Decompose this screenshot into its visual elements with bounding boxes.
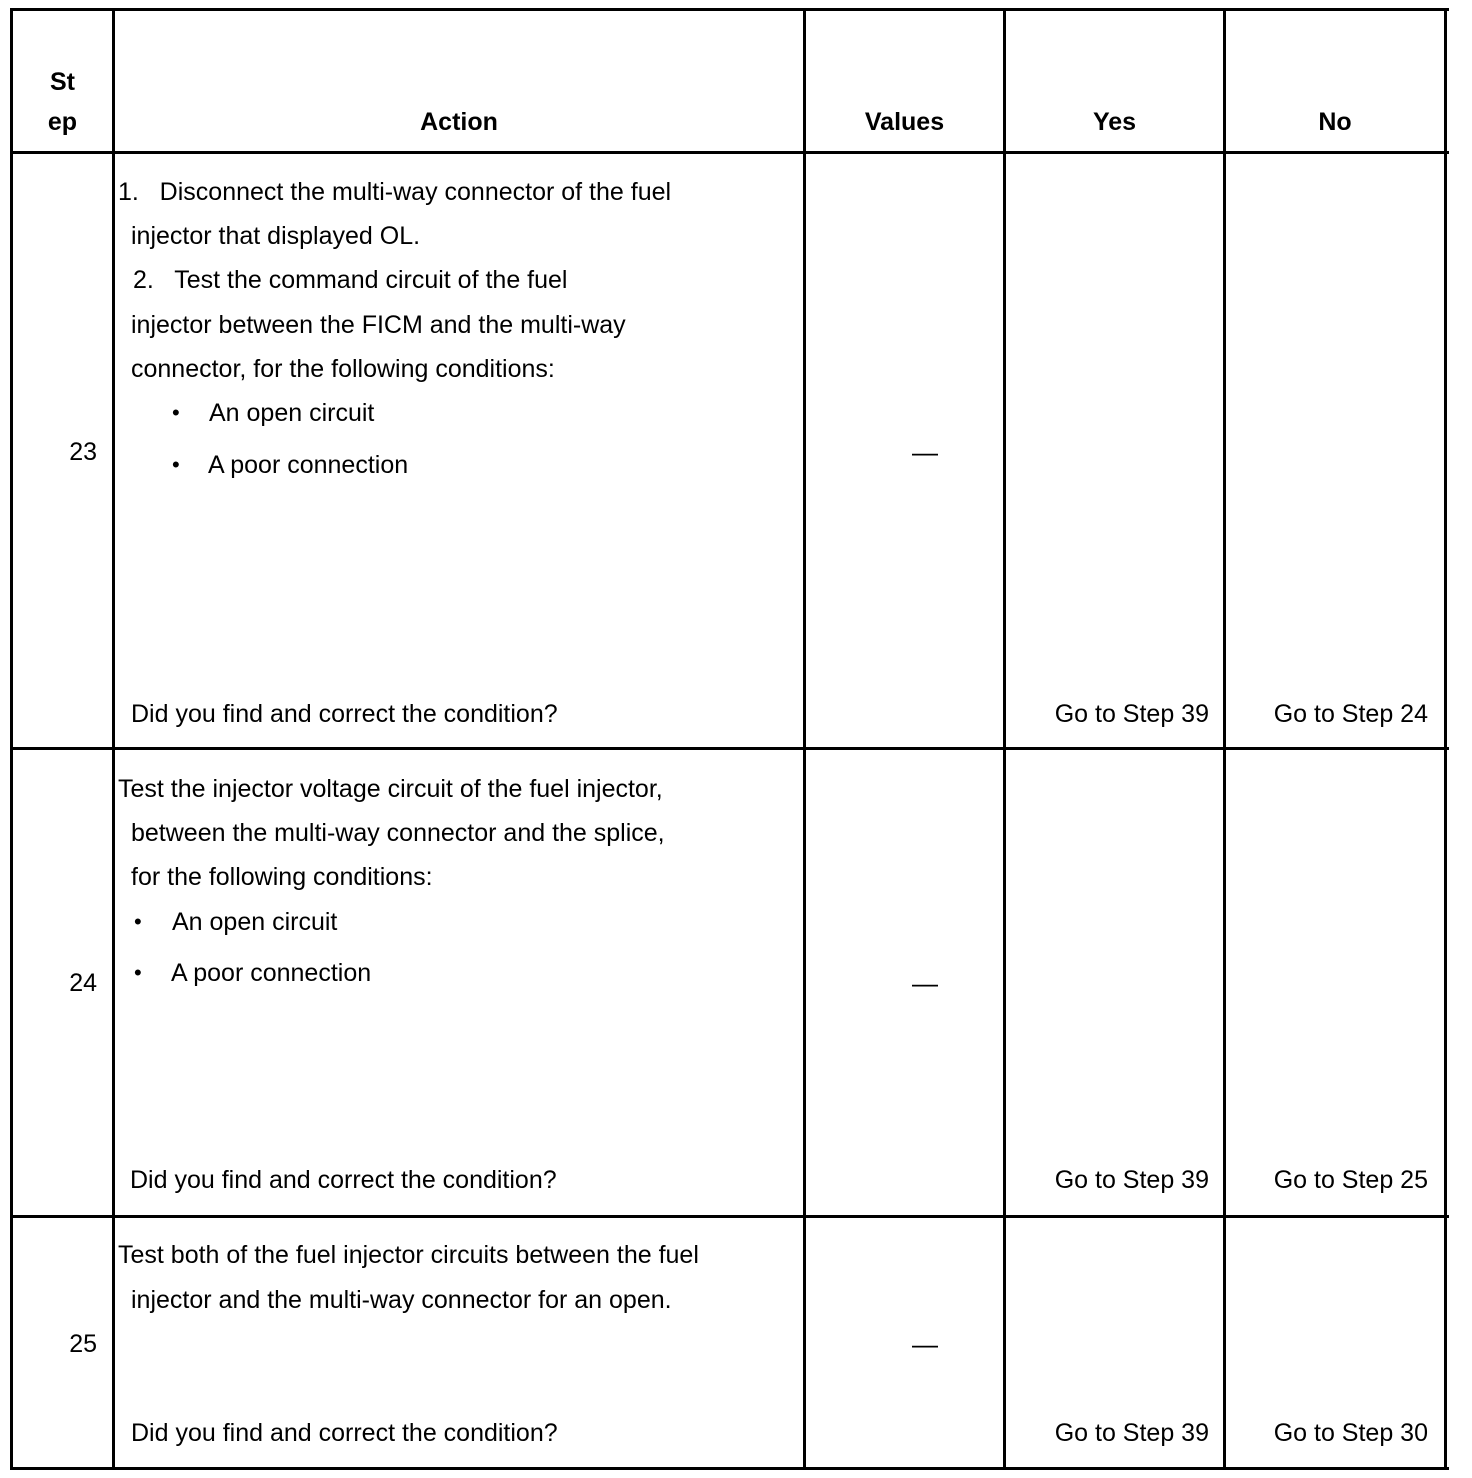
action-line: for the following conditions: bbox=[131, 863, 433, 891]
action-line: between the multi-way connector and the splice, bbox=[131, 819, 665, 847]
yes-action: Go to Step 39 bbox=[1054, 1166, 1209, 1194]
header-yes: Yes bbox=[1092, 108, 1137, 136]
row-divider-23 bbox=[10, 747, 1449, 750]
step-number: 25 bbox=[69, 1330, 97, 1358]
no-action: Go to Step 25 bbox=[1273, 1166, 1428, 1194]
bullet-text: An open circuit bbox=[172, 908, 338, 936]
question-text: Did you find and correct the condition? bbox=[131, 1419, 558, 1447]
action-line: injector that displayed OL. bbox=[131, 222, 421, 250]
table-border-left bbox=[10, 8, 13, 1470]
action-line: 2. Test the command circuit of the fuel bbox=[133, 266, 568, 294]
bullet-icon: • bbox=[134, 960, 142, 985]
header-action: Action bbox=[420, 108, 498, 136]
action-line: connector, for the following conditions: bbox=[131, 355, 555, 383]
action-line: injector between the FICM and the multi-way bbox=[131, 311, 626, 339]
bullet-icon: • bbox=[172, 452, 180, 477]
value-dash: — bbox=[912, 1329, 938, 1359]
action-line: Test the injector voltage circuit of the fuel injector, bbox=[118, 775, 663, 803]
bullet-text: A poor connection bbox=[208, 451, 409, 479]
action-line: injector and the multi-way connector for an open. bbox=[131, 1286, 672, 1314]
yes-action: Go to Step 39 bbox=[1054, 700, 1209, 728]
no-action: Go to Step 24 bbox=[1273, 700, 1428, 728]
col-divider-yes bbox=[1223, 8, 1226, 1470]
header-values: Values bbox=[864, 108, 945, 136]
bullet-icon: • bbox=[134, 909, 142, 934]
header-no: No bbox=[1318, 108, 1352, 136]
action-line: Test both of the fuel injector circuits between the fuel bbox=[118, 1241, 699, 1269]
question-text: Did you find and correct the condition? bbox=[131, 700, 558, 728]
col-divider-action bbox=[803, 8, 806, 1470]
no-action: Go to Step 30 bbox=[1273, 1419, 1428, 1447]
bullet-text: An open circuit bbox=[209, 399, 375, 427]
table-border-right bbox=[1444, 8, 1447, 1470]
question-text: Did you find and correct the condition? bbox=[130, 1166, 557, 1194]
bullet-icon: • bbox=[172, 400, 180, 425]
value-dash: — bbox=[912, 968, 938, 998]
row-divider-24 bbox=[10, 1215, 1449, 1218]
header-step-line1: St bbox=[50, 68, 75, 96]
col-divider-values bbox=[1003, 8, 1006, 1470]
step-number: 23 bbox=[69, 438, 97, 466]
header-step-line2: ep bbox=[47, 108, 78, 136]
table-border-top bbox=[10, 8, 1449, 11]
bullet-text: A poor connection bbox=[171, 959, 372, 987]
table-border-bottom bbox=[10, 1467, 1449, 1470]
col-divider-step bbox=[112, 8, 115, 1470]
value-dash: — bbox=[912, 437, 938, 467]
yes-action: Go to Step 39 bbox=[1054, 1419, 1209, 1447]
step-number: 24 bbox=[69, 969, 97, 997]
action-line: 1. Disconnect the multi-way connector of the fuel bbox=[118, 178, 672, 206]
header-divider bbox=[10, 151, 1449, 154]
